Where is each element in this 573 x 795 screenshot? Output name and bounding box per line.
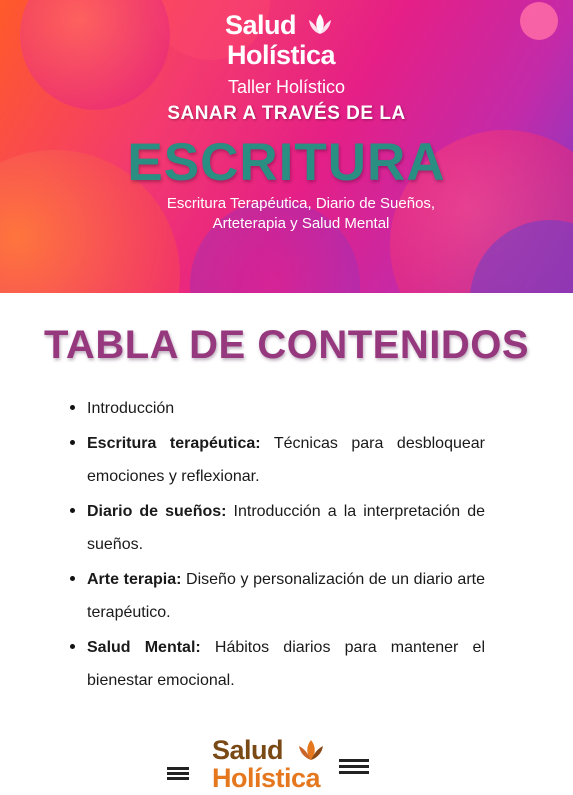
bullet-icon (70, 508, 75, 513)
headline: ESCRITURA (127, 133, 446, 192)
toc-list (70, 392, 485, 699)
toc-item-text (87, 427, 485, 494)
logo-word-1: Salud (225, 10, 297, 40)
menu-icon (339, 759, 369, 777)
toc-item-desc: Diseño y personalización de un diario arte terapéutico. (87, 570, 485, 621)
toc-item-term: Escritura terapéutica: (87, 434, 261, 452)
bullet-icon (70, 576, 75, 581)
toc-item-text (87, 563, 485, 630)
bullet-icon (70, 405, 75, 410)
workshop-subtitle: Taller Holístico (227, 77, 346, 97)
description (120, 194, 482, 234)
toc-item-term: Salud Mental: (87, 638, 201, 656)
brand-logo (220, 10, 360, 76)
toc-item (70, 392, 485, 426)
toc-item-text (87, 631, 485, 698)
bullet-icon (70, 644, 75, 649)
lotus-icon (306, 12, 334, 38)
toc-item-desc: Técnicas para desbloquear emociones y reflexionar. (87, 434, 485, 485)
description-line: Arteterapia y Salud Mental (212, 215, 390, 232)
toc-item-text (87, 392, 485, 426)
toc-item-term: Diario de sueños: (87, 502, 227, 520)
footer-logo (167, 735, 373, 793)
hero-banner (0, 0, 573, 293)
toc-item-desc: Introducción a la interpretación de sueños. (87, 502, 485, 553)
toc-item-text (87, 495, 485, 562)
toc-item-desc: Introducción (87, 400, 175, 417)
menu-icon (167, 767, 189, 782)
logo-word-2: Holística (227, 40, 336, 70)
logo-word-1: Salud (212, 735, 284, 765)
bullet-icon (70, 440, 75, 445)
toc-title: TABLA DE CONTENIDOS (43, 323, 530, 367)
toc-item (70, 495, 485, 562)
description-line: Escritura Terapéutica, Diario de Sueños, (166, 195, 436, 212)
toc-item-term: Arte terapia: (87, 570, 182, 588)
decorative-circle (520, 2, 558, 40)
toc-item (70, 563, 485, 630)
lotus-icon (296, 738, 326, 764)
toc-item (70, 427, 485, 494)
logo-word-2: Holística (212, 763, 321, 793)
tagline: SANAR A TRAVÉS DE LA (167, 103, 406, 124)
toc-item-desc: Hábitos diarios para mantener el bienestar emocional. (87, 638, 485, 689)
toc-item (70, 631, 485, 698)
